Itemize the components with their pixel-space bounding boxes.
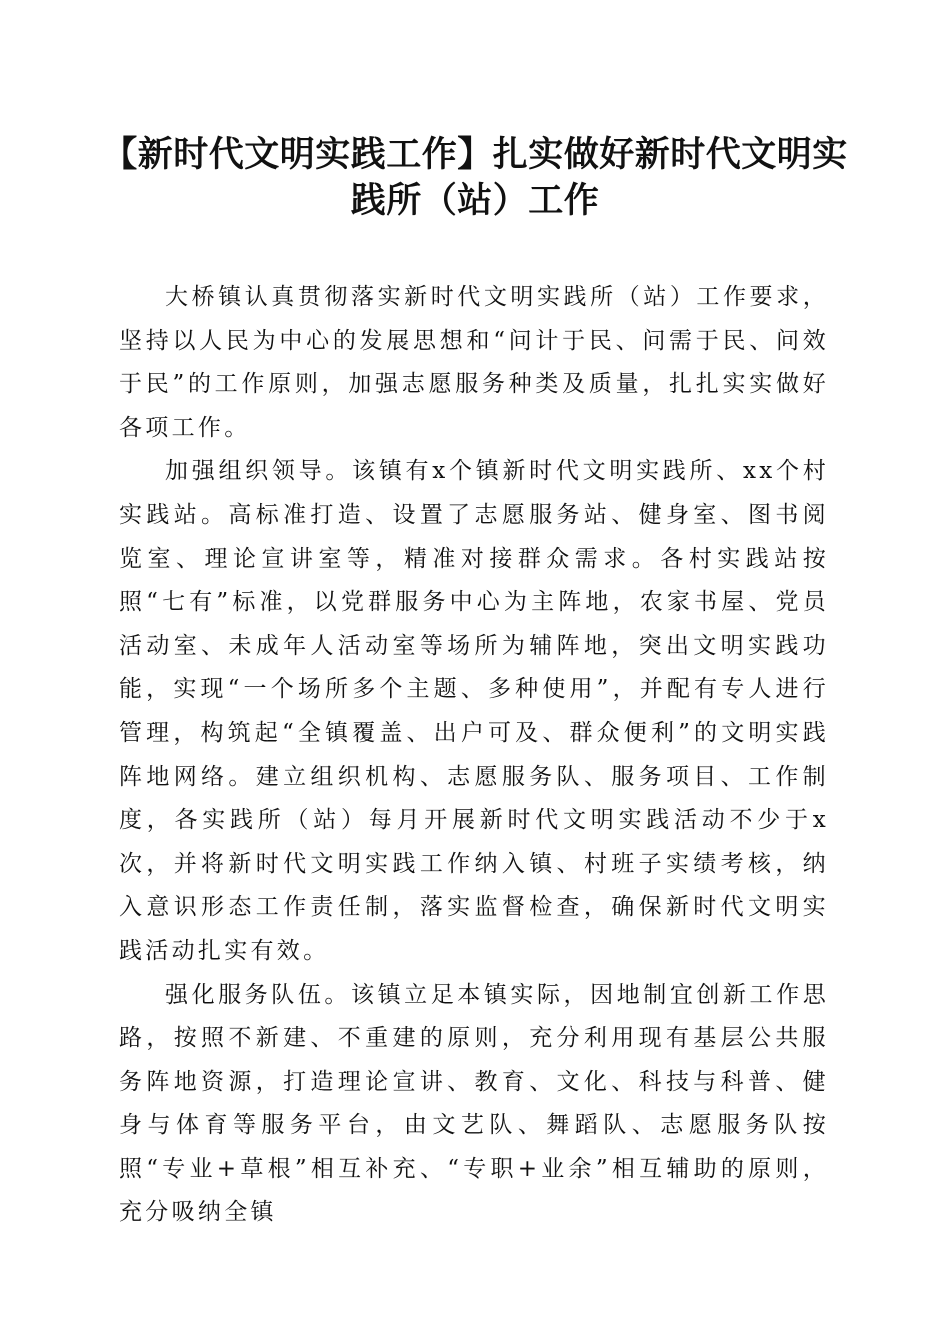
paragraph-organization-leadership: 加强组织领导。该镇有x个镇新时代文明实践所、xx个村实践站。高标准打造、设置了志愿服务站、健身室、图书阅览室、理论宣讲室等，精准对接群众需求。各村实践站按照“七有”标准，以党群服务中心为主阵地，农家书屋、党员活动室、未成年人活动室等场所为辅阵地，突出文明实践功能，实现“一个场所多个主题、多种使用”，并配有专人进行管理，构筑起“全镇覆盖、出户可及、群众便利”的文明实践阵地网络。建立组织机构、志愿服务队、服务项目、工作制度，各实践所（站）每月开展新时代文明实践活动不少于x次，并将新时代文明实践工作纳入镇、村班子实绩考核，纳入意识形态工作责任制，落实监督检查，确保新时代文明实践活动扎实有效。 — [119, 458, 829, 964]
paragraph-intro: 大桥镇认真贯彻落实新时代文明实践所（站）工作要求，坚持以人民为中心的发展思想和“问计于民、问需于民、问效于民”的工作原则，加强志愿服务种类及质量，扎扎实实做好各项工作。 — [119, 284, 829, 441]
document-body — [119, 276, 829, 1235]
paragraph-service-team: 强化服务队伍。该镇立足本镇实际，因地制宜创新工作思路，按照不新建、不重建的原则，充分利用现有基层公共服务阵地资源，打造理论宣讲、教育、文化、科技与科普、健身与体育等服务平台，由文艺队、舞蹈队、志愿服务队按照“专业+草根”相互补充、“专职+业余”相互辅助的原则，充分吸纳全镇 — [119, 981, 829, 1226]
document-title: 【新时代文明实践工作】扎实做好新时代文明实践所（站）工作 — [102, 134, 848, 221]
